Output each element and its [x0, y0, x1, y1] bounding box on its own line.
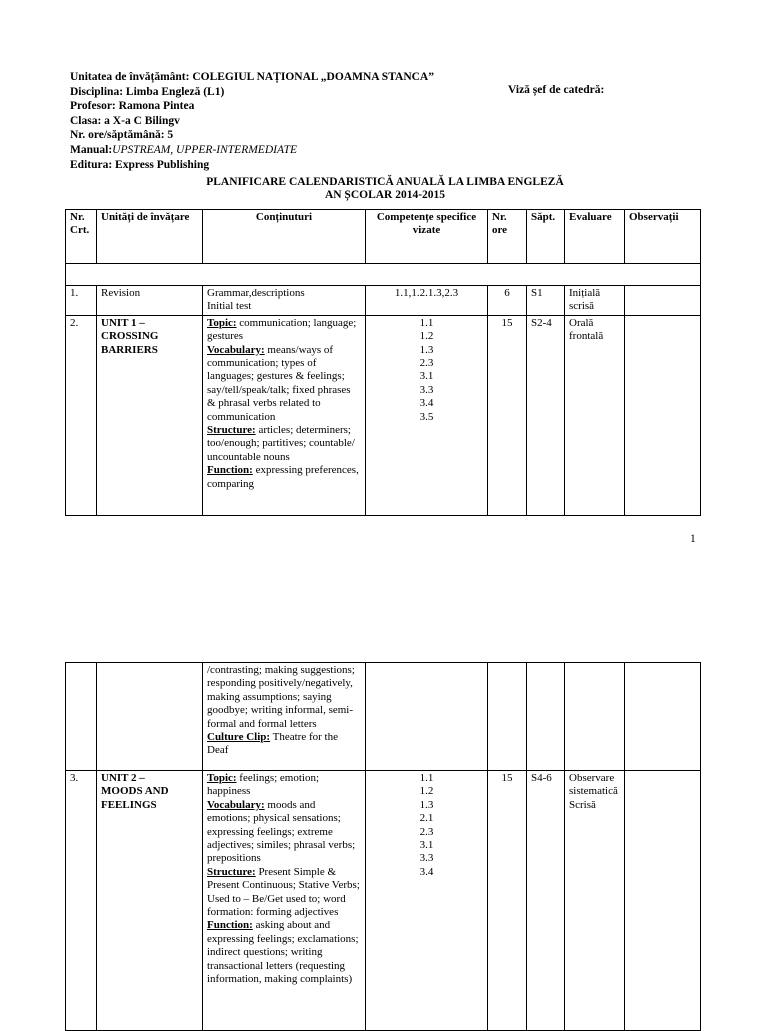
eval-line: frontală: [569, 330, 604, 343]
row-notes: [625, 286, 701, 316]
competence-item: 3.4: [419, 865, 434, 878]
competence-item: 3.4: [419, 397, 434, 410]
row-competences: [366, 315, 488, 515]
row-unit: Revision: [97, 286, 203, 316]
topic-label: Topic:: [207, 772, 237, 784]
unit-line: FEELINGS: [101, 798, 157, 811]
culture-text: Theatre for the Deaf: [207, 731, 338, 757]
page-gap: [0, 560, 768, 610]
eval-line: Scrisă: [569, 798, 596, 811]
vocabulary-text: moods and emotions; physical sensations; expressing feelings; extreme adjectives; similes; phrasal verbs; prepositions: [207, 798, 356, 865]
competence-item: 1.1: [419, 316, 434, 329]
header-units: Unități de învățare: [97, 210, 203, 264]
content-line: Initial test: [207, 300, 252, 313]
header-competences: Competențe specifice vizate: [366, 210, 488, 264]
row-hours: 6: [488, 286, 527, 316]
discipline-line: Disciplina: Limba Engleză (L1): [70, 85, 225, 98]
hours-line: Nr. ore/săptămână: 5: [70, 129, 174, 142]
table-row: [66, 315, 701, 515]
empty-cell: [66, 264, 701, 286]
eval-line: Observare: [569, 772, 615, 784]
row-week: S4-6: [527, 771, 565, 1031]
table-row: [66, 663, 701, 771]
competence-item: 2.3: [419, 825, 434, 838]
row-hours: 15: [488, 771, 527, 1031]
table-header-row: [66, 210, 701, 264]
empty-row: [66, 264, 701, 286]
vocabulary-text: means/ways of communication; types of languages; gestures & feelings; say/tell/speak/talk; fixed phrases & phrasal verbs related to communication: [207, 343, 351, 423]
row-content: [203, 663, 366, 771]
eval-line: Orală: [569, 316, 594, 329]
function-label: Function:: [207, 464, 253, 477]
unit-line: MOODS AND: [101, 785, 169, 798]
viza-label: Viză șef de catedră:: [508, 84, 605, 96]
manual-label: Manual:: [70, 143, 113, 156]
title-line-1: PLANIFICARE CALENDARISTICĂ ANUALĂ LA LIMBA ENGLEZĂ: [206, 176, 564, 188]
structure-block: [207, 424, 361, 464]
vocabulary-label: Vocabulary:: [207, 798, 265, 811]
row-evaluation: [565, 663, 625, 771]
manual-value: UPSTREAM, UPPER-INTERMEDIATE: [112, 143, 297, 156]
structure-label: Structure:: [207, 865, 256, 878]
header-nr: Nr. Crt.: [66, 210, 97, 264]
row-hours: 15: [488, 315, 527, 515]
topic-text: feelings; emotion; happiness: [207, 772, 320, 798]
function-block: [207, 919, 361, 986]
page-number: 1: [690, 533, 696, 545]
header-hours: Nr. ore: [488, 210, 527, 264]
title-line-2: AN ȘCOLAR 2014-2015: [324, 189, 446, 201]
header-content: Conținuturi: [203, 210, 366, 264]
vocabulary-block: [207, 344, 361, 424]
culture-block: [207, 731, 361, 758]
topic-text: communication; language; gestures: [207, 316, 357, 343]
row-notes: [625, 663, 701, 771]
header-evaluation: Evaluare: [565, 210, 625, 264]
document-header: [70, 70, 710, 172]
page-2: [0, 610, 768, 1024]
vocabulary-block: [207, 799, 361, 866]
culture-label: Culture Clip:: [207, 731, 271, 744]
teacher-line: Profesor: Ramona Pintea: [70, 100, 195, 113]
class-line: Clasa: a X-a C Bilingv: [70, 114, 180, 127]
topic-block: [207, 317, 361, 344]
content-continued: /contrasting; making suggestions; responding positively/negatively, making assumptions; saying goodbye; writing informal, semi-formal and formal letters: [207, 664, 355, 730]
unit-line: CROSSING: [101, 330, 159, 343]
competence-item: 3.3: [419, 383, 434, 396]
unit-line: UNIT 1 –: [101, 316, 145, 329]
function-text: expressing preferences, comparing: [207, 464, 359, 490]
row-hours: [488, 663, 527, 771]
row-content: [203, 286, 366, 316]
eval-line: sistematică: [569, 785, 618, 798]
publisher-line: Editura: Express Publishing: [70, 158, 210, 171]
function-block: [207, 464, 361, 491]
competence-item: 2.3: [419, 357, 434, 370]
vocabulary-label: Vocabulary:: [207, 343, 265, 356]
row-evaluation: [565, 771, 625, 1031]
row-week: [527, 663, 565, 771]
unit-line: UNIT 2 –: [101, 772, 145, 784]
competence-item: 1.2: [419, 785, 434, 798]
table-row: [66, 286, 701, 316]
row-unit: [97, 663, 203, 771]
topic-label: Topic:: [207, 316, 237, 329]
competence-item: 1.2: [419, 330, 434, 343]
competence-item: 2.1: [419, 812, 434, 825]
competence-item: 3.5: [419, 410, 434, 423]
structure-block: [207, 866, 361, 920]
competence-item: 3.1: [419, 370, 434, 383]
unit-line: BARRIERS: [101, 343, 158, 356]
document-title: [65, 176, 705, 202]
row-nr: [66, 663, 97, 771]
competence-item: 1.3: [419, 798, 434, 811]
row-content: [203, 771, 366, 1031]
planning-table-continued: [65, 662, 701, 1031]
table-row: [66, 771, 701, 1031]
row-nr: 3.: [66, 771, 97, 1031]
manual-line: [70, 143, 710, 158]
row-notes: [625, 315, 701, 515]
structure-text: Present Simple & Present Continuous; Stative Verbs; Used to – Be/Get used to; word formation: forming adjectives: [207, 865, 360, 919]
eval-line: scrisă: [569, 300, 595, 313]
row-week: S1: [527, 286, 565, 316]
competence-item: 3.3: [419, 852, 434, 865]
row-evaluation: [565, 315, 625, 515]
content-line: Grammar,descriptions: [207, 287, 305, 299]
row-notes: [625, 771, 701, 1031]
row-evaluation: [565, 286, 625, 316]
row-nr: 1.: [66, 286, 97, 316]
competence-item: 1.3: [419, 343, 434, 356]
row-unit: [97, 315, 203, 515]
structure-text: articles; determiners; too/enough; partitives; countable/ uncountable nouns: [207, 424, 355, 463]
row-nr: 2.: [66, 315, 97, 515]
school-line: Unitatea de învățământ: COLEGIUL NAȚIONAL „DOAMNA STANCA”: [70, 71, 434, 83]
row-competences: [366, 663, 488, 771]
structure-label: Structure:: [207, 424, 256, 437]
planning-table: [65, 209, 701, 516]
row-content: [203, 315, 366, 515]
row-competences: [366, 771, 488, 1031]
row-week: S2-4: [527, 315, 565, 515]
header-notes: Observații: [625, 210, 701, 264]
row-competences: 1.1,1.2.1.3,2.3: [366, 286, 488, 316]
function-label: Function:: [207, 919, 253, 932]
eval-line: Inițială: [569, 287, 601, 299]
competence-item: 1.1: [419, 772, 434, 784]
function-text: asking about and expressing feelings; exclamations; indirect questions; writing transactional letters (requesting information, making complaints): [207, 919, 359, 986]
topic-block: [207, 772, 361, 799]
row-unit: [97, 771, 203, 1031]
competence-item: 3.1: [419, 839, 434, 852]
header-week: Săpt.: [527, 210, 565, 264]
